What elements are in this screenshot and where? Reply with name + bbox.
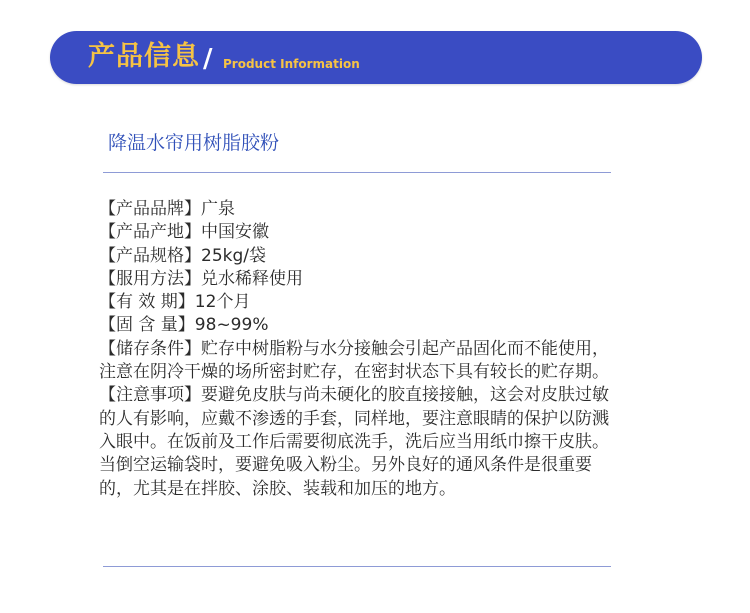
info-shelf-life: 【有 效 期】12个月: [99, 292, 251, 313]
header-subtitle: Product Information: [223, 57, 360, 71]
info-precautions: 【注意事项】要避免皮肤与尚未硬化的胶直接接触，这会对皮肤过敏的人有影响，应戴不渗透的手套，同样地，要注意眼睛的保护以防溅入眼中。在饭前及工作后需要彻底洗手，洗后应当用纸巾擦干皮肤。当倒空运输袋时，要避免吸入粉尘。另外良好的通风条件是很重要的，尤其是在拌胶、涂胶、装载和加压的地方。: [99, 385, 609, 499]
info-origin: 【产品产地】中国安徽: [99, 222, 269, 243]
info-spec: 【产品规格】25kg/袋: [99, 245, 266, 266]
bottom-divider: [103, 566, 611, 567]
info-brand: 【产品品牌】广泉: [99, 199, 235, 219]
info-solid-content: 【固 含 量】98~99%: [99, 315, 269, 336]
header-slash: /: [203, 44, 213, 74]
top-divider: [103, 172, 611, 173]
product-name: 降温水帘用树脂胶粉: [108, 132, 280, 154]
info-usage: 【服用方法】兑水稀释使用: [99, 268, 303, 289]
header-title: 产品信息: [88, 41, 200, 72]
product-info-block: [99, 198, 624, 501]
info-storage: 【储存条件】贮存中树脂粉与水分接触会引起产品固化而不能使用，注意在阴冷干燥的场所密封贮存，在密封状态下具有较长的贮存期。: [99, 338, 609, 383]
